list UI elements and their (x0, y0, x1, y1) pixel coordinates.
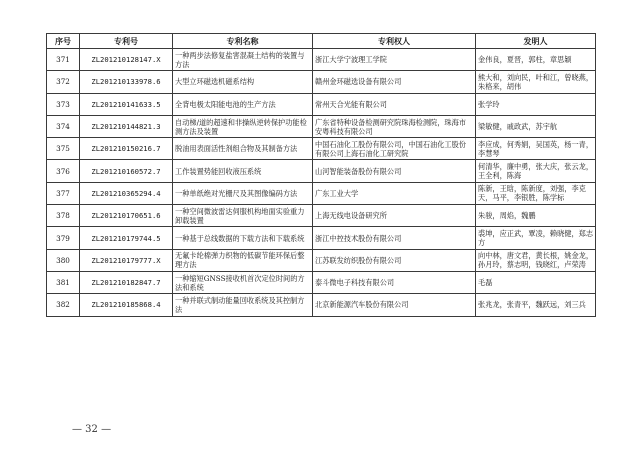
table-row (47, 49, 596, 71)
header-patent-name: 专利名称 (173, 34, 313, 49)
cell-inventor: 何清华，廉中勇，张大庆，张云龙，王全利，陈海 (476, 160, 596, 182)
cell-patent-name: 一种单纸绝对光栅尺及其图像编码方法 (173, 182, 313, 204)
cell-seq: 371 (47, 49, 80, 71)
cell-inventor: 陈新，王晗，陈新度，刘强，李克天，马平，李银胜，陈学标 (476, 182, 596, 204)
cell-seq: 375 (47, 138, 80, 160)
cell-patent-name: 工作装置势能回收液压系统 (173, 160, 313, 182)
cell-seq: 382 (47, 294, 80, 316)
cell-seq: 377 (47, 182, 80, 204)
table-row (47, 160, 596, 182)
patent-table (46, 33, 596, 317)
table-row (47, 205, 596, 227)
cell-patent-no: ZL201210133978.6 (80, 71, 173, 93)
cell-patent-holder: 浙江中控技术股份有限公司 (313, 227, 476, 249)
cell-inventor: 金伟良，夏晋，郭柱，章思颖 (476, 49, 596, 71)
cell-inventor: 梁敏健，戚政武，苏宇航 (476, 115, 596, 137)
table-row (47, 182, 596, 204)
cell-patent-holder: 赣州金环磁选设备有限公司 (313, 71, 476, 93)
cell-patent-holder: 常州天合光能有限公司 (313, 93, 476, 115)
cell-patent-holder: 广东省特种设备检测研究院珠海检测院，珠海市安粤科技有限公司 (313, 115, 476, 137)
table-row (47, 249, 596, 271)
cell-patent-name: 自动梯/道的超速和非操纵逆转保护功能检测方法及装置 (173, 115, 313, 137)
cell-patent-no: ZL201210128147.X (80, 49, 173, 71)
cell-patent-holder: 北京新能源汽车股份有限公司 (313, 294, 476, 316)
cell-patent-no: ZL201210144821.3 (80, 115, 173, 137)
page-number: — 32 — (72, 424, 112, 435)
cell-inventor: 毛磊 (476, 271, 596, 293)
header-patent-no: 专利号 (80, 34, 173, 49)
table-row (47, 115, 596, 137)
table-row (47, 294, 596, 316)
cell-patent-holder: 山河智能装备股份有限公司 (313, 160, 476, 182)
cell-patent-holder: 浙江大学宁波理工学院 (313, 49, 476, 71)
cell-patent-name: 一种并联式制动能量回收系统及其控制方法 (173, 294, 313, 316)
cell-seq: 381 (47, 271, 80, 293)
cell-seq: 372 (47, 71, 80, 93)
table-row (47, 71, 596, 93)
cell-patent-no: ZL201210182847.7 (80, 271, 173, 293)
cell-inventor: 熊大和，刘向民，叶和江，曾晓燕，朱格来，胡伟 (476, 71, 596, 93)
header-seq: 序号 (47, 34, 80, 49)
cell-inventor: 裘坤，应正武，覃凌，赖晓健，郑志方 (476, 227, 596, 249)
cell-seq: 378 (47, 205, 80, 227)
cell-inventor: 朱骏，周焰，魏鹏 (476, 205, 596, 227)
cell-seq: 376 (47, 160, 80, 182)
cell-patent-no: ZL201210150216.7 (80, 138, 173, 160)
cell-seq: 374 (47, 115, 80, 137)
cell-seq: 379 (47, 227, 80, 249)
cell-inventor: 李应成，何秀娟，吴国英，杨一青，李慧琴 (476, 138, 596, 160)
cell-patent-name: 一种两步法修复盐害混凝土结构的装置与方法 (173, 49, 313, 71)
cell-patent-no: ZL201210170651.6 (80, 205, 173, 227)
cell-patent-no: ZL201210160572.7 (80, 160, 173, 182)
cell-patent-holder: 广东工业大学 (313, 182, 476, 204)
cell-patent-holder: 江苏联发纺织股份有限公司 (313, 249, 476, 271)
header-inventor: 发明人 (476, 34, 596, 49)
cell-inventor: 张兆龙，张青平，魏跃远，刘三兵 (476, 294, 596, 316)
cell-seq: 373 (47, 93, 80, 115)
cell-patent-no: ZL201210179777.X (80, 249, 173, 271)
cell-inventor: 向中林，唐文君，黄长根，姚金龙，孙月玲，蔡志明，钱晓红，卢荣涛 (476, 249, 596, 271)
cell-patent-name: 大型立环磁选机磁系结构 (173, 71, 313, 93)
table-row (47, 227, 596, 249)
cell-patent-name: 无氟卡纶棉弹力织物的低碳节能环保后整理方法 (173, 249, 313, 271)
cell-patent-no: ZL201210365294.4 (80, 182, 173, 204)
cell-patent-holder: 中国石油化工股份有限公司，中国石油化工股份有限公司上海石油化工研究院 (313, 138, 476, 160)
cell-patent-name: 全背电极太阳能电池的生产方法 (173, 93, 313, 115)
cell-patent-name: 一种缩短GNSS接收机首次定位时间的方法和系统 (173, 271, 313, 293)
cell-patent-name: 脱油用表面活性剂组合物及其制备方法 (173, 138, 313, 160)
cell-patent-name: 一种基于总线数据的下载方法和下载系统 (173, 227, 313, 249)
cell-patent-name: 一种空间微波雷达伺服机构地面实验重力卸载装置 (173, 205, 313, 227)
cell-patent-no: ZL201210185868.4 (80, 294, 173, 316)
table-row (47, 271, 596, 293)
cell-inventor: 张学玲 (476, 93, 596, 115)
cell-patent-no: ZL201210179744.5 (80, 227, 173, 249)
table-row (47, 93, 596, 115)
header-patent-holder: 专利权人 (313, 34, 476, 49)
cell-seq: 380 (47, 249, 80, 271)
cell-patent-holder: 上海无线电设备研究所 (313, 205, 476, 227)
table-row (47, 138, 596, 160)
cell-patent-no: ZL201210141633.5 (80, 93, 173, 115)
cell-patent-holder: 泰斗微电子科技有限公司 (313, 271, 476, 293)
table-header-row (47, 34, 596, 49)
